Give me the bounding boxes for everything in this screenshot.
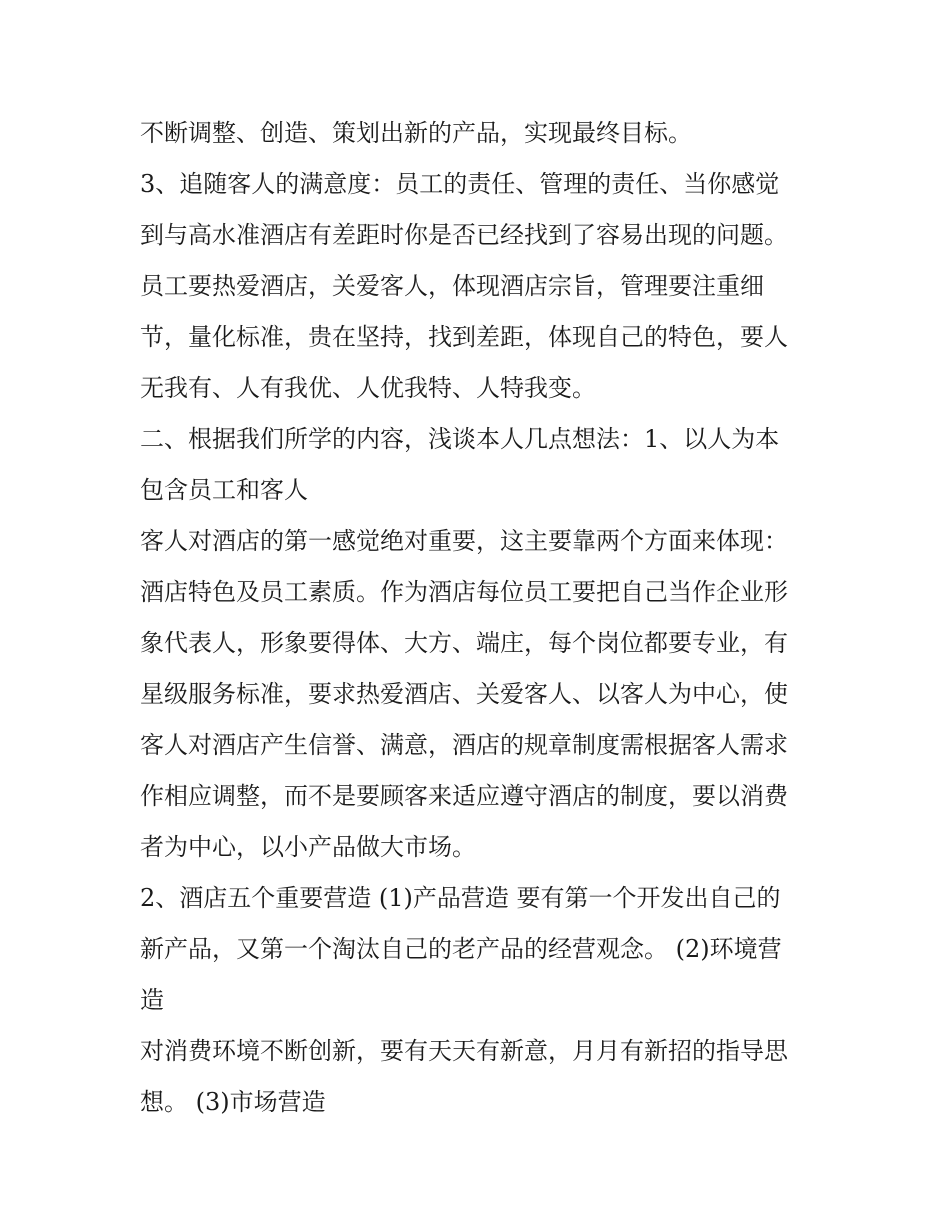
text-line: 员工要热爱酒店，关爱客人，体现酒店宗旨，管理要注重细 — [140, 272, 764, 300]
text-line: 无我有、人有我优、人优我特、人特我变。 — [140, 374, 596, 402]
text-line: 星级服务标准，要求热爱酒店、关爱客人、以客人为中心，使 — [140, 680, 788, 708]
text-line: 对消费环境不断创新，要有天天有新意，月月有新招的指导思 — [140, 1037, 788, 1065]
text-line: 3、追随客人的满意度：员工的责任、管理的责任、当你感觉 — [140, 170, 780, 198]
text-line: 者为中心，以小产品做大市场。 — [140, 833, 476, 861]
text-line: 二、根据我们所学的内容，浅谈本人几点想法：1、以人为本 — [140, 425, 780, 453]
text-line: 想。 (3)市场营造 — [140, 1088, 326, 1116]
body-text — [140, 108, 830, 1128]
text-line: 造 — [140, 986, 164, 1014]
text-line: 作相应调整，而不是要顾客来适应遵守酒店的制度，要以消费 — [140, 782, 788, 810]
text-line: 包含员工和客人 — [140, 476, 308, 504]
text-line: 到与高水准酒店有差距时你是否已经找到了容易出现的问题。 — [140, 221, 788, 249]
text-line: 象代表人，形象要得体、大方、端庄，每个岗位都要专业，有 — [140, 629, 788, 657]
text-line: 客人对酒店产生信誉、满意，酒店的规章制度需根据客人需求 — [140, 731, 788, 759]
text-line: 新产品，又第一个淘汰自己的老产品的经营观念。 (2)环境营 — [140, 935, 782, 963]
text-line: 客人对酒店的第一感觉绝对重要，这主要靠两个方面来体现： — [140, 527, 788, 555]
text-line: 酒店特色及员工素质。作为酒店每位员工要把自己当作企业形 — [140, 578, 788, 606]
text-line: 节，量化标准，贵在坚持，找到差距，体现自己的特色，要人 — [140, 323, 788, 351]
text-line: 2、酒店五个重要营造 (1)产品营造 要有第一个开发出自己的 — [140, 884, 781, 912]
text-line: 不断调整、创造、策划出新的产品，实现最终目标。 — [140, 119, 692, 147]
